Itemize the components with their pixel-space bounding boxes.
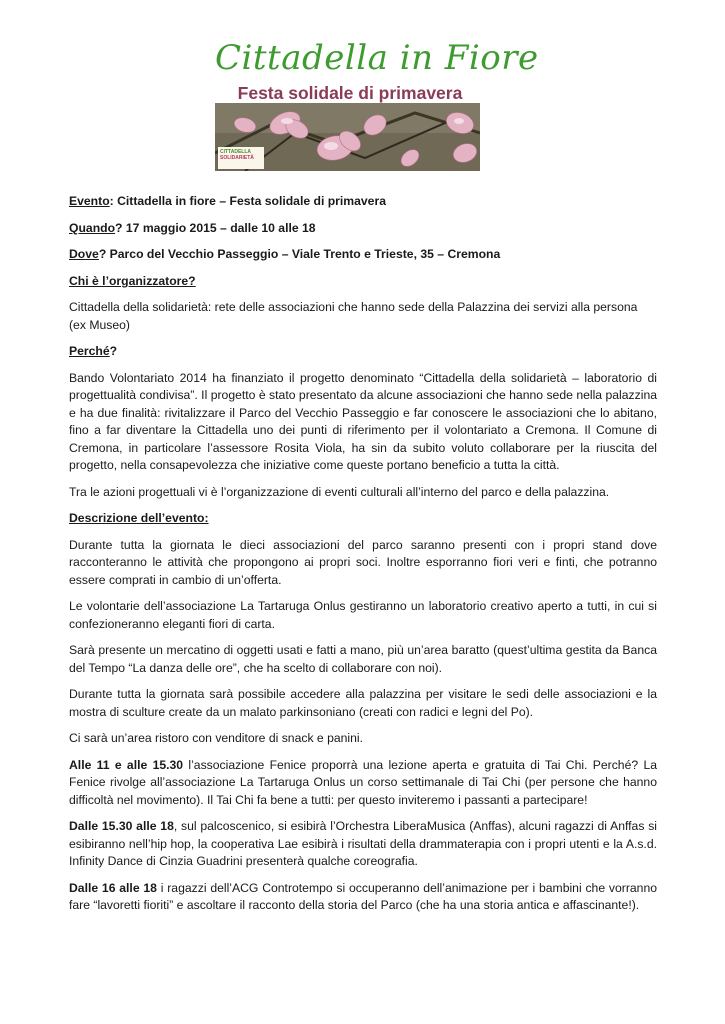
descrizione-p5: Ci sarà un’area ristoro con venditore di snack e panini. — [69, 731, 364, 746]
dove-value: ? Parco del Vecchio Passeggio – Viale Trento e Trieste, 35 – Cremona — [98, 247, 501, 262]
p7-text: , sul palcoscenico, si esibirà l’Orchestra LiberaMusica (Anffas), alcuni ragazzi di Anffas si esibiranno nell’hip hop, la cooperativa Lae esibirà i risultati della drammaterapia con i propri utenti e la A.s.d. Infinity Dance di Cinzia Guadrini presenterà qualche coreografia. — [69, 819, 657, 868]
p6-time: Alle 11 e alle 15.30 — [69, 757, 184, 772]
document-body — [69, 193, 657, 924]
header-subtitle: Festa solidale di primavera — [237, 83, 463, 103]
quando-value: ? 17 maggio 2015 – dalle 10 alle 18 — [115, 220, 316, 235]
p8-text: i ragazzi dell’ACG Controtempo si occuperanno dell’animazione per i bambini che vorranno fare “lavoretti fioriti” e ascoltare il racconto della storia del Parco (che ha una storia antica e affascinante!). — [69, 880, 657, 912]
organizzatore-heading: Chi è l’organizzatore? — [69, 273, 196, 288]
organizzatore-text: Cittadella della solidarietà: rete delle associazioni che hanno sede della Palazzina dei servizi alla persona (ex Museo) — [69, 300, 638, 332]
logo-line-2: SOLIDARIETÀ — [220, 155, 254, 161]
header-title: Cittadella in Fiore — [215, 38, 539, 78]
perche-label: Perché — [69, 344, 110, 359]
descrizione-p1: Durante tutta la giornata le dieci associazioni del parco saranno presenti con i propri stand dove racconteranno le attività che propongono ai propri soci. Inoltre esporranno fiori veri e finti, che potranno essere comprati in cambio di un’offerta. — [69, 537, 657, 587]
descrizione-heading: Descrizione dell’evento: — [69, 511, 209, 526]
azioni-text: Tra le azioni progettuali vi è l’organizzazione di eventi culturali all’interno del parco e della palazzina. — [69, 484, 610, 499]
descrizione-p6 — [69, 757, 657, 809]
logo-line-1: CITTADELLA — [220, 149, 252, 155]
perche-text: Bando Volontariato 2014 ha finanziato il progetto denominato “Cittadella della solidarietà – laboratorio di progettualità condivisa”. Il progetto è stato presentato da alcune associazioni che hanno sede nella palazzina e ha due finalità: rivitalizzare il Parco del Vecchio Passeggio e far conoscere le associazioni che lo abitano, fino a far diventare la Cittadella uno dei punti di riferimento per il volontariato a Cremona. Il Comune di Cremona, in particolare l’assessore Rosita Viola, ha sin da subito voluto collaborare per la riuscita del progetto, nella consapevolezza che iniziative come queste portano beneficio a tutta la città. — [69, 370, 657, 472]
descrizione-p3: Sarà presente un mercatino di oggetti usati e fatti a mano, più un’area baratto (quest’ultima gestita da Banca del Tempo “La danza delle ore”, che ha scelto di collaborare con noi). — [69, 643, 657, 675]
evento-value: : Cittadella in fiore – Festa solidale di primavera — [109, 194, 386, 208]
evento-line — [69, 193, 657, 210]
descrizione-p2: Le volontarie dell’associazione La Tartaruga Onlus gestiranno un laboratorio creativo aperto a tutti, in cui si confezioneranno eleganti fiori di carta. — [69, 599, 657, 631]
cittadella-logo — [218, 147, 264, 169]
magnolia-photo — [215, 103, 480, 171]
p7-time: Dalle 15.30 alle 18 — [69, 819, 174, 834]
descrizione-p7 — [69, 818, 657, 870]
dove-line — [69, 246, 657, 263]
p6-text: l’associazione Fenice proporrà una lezione aperta e gratuita di Tai Chi. Perché? La Fenice rivolge all’associazione La Tartaruga Onlus un corso settimanale di Tai Chi (per persone che hanno difficoltà nel movimento). Il Tai Chi fa bene a tutti: per questo inviteremo i passanti a partecipare! — [69, 757, 657, 807]
p8-time: Dalle 16 alle 18 — [69, 880, 157, 895]
evento-label: Evento — [69, 194, 110, 208]
quando-label: Quando — [69, 220, 116, 235]
perche-heading — [69, 343, 657, 360]
dove-label: Dove — [69, 247, 99, 262]
perche-q: ? — [109, 344, 118, 359]
quando-line — [69, 220, 657, 237]
descrizione-p4: Durante tutta la giornata sarà possibile accedere alla palazzina per visitare le sedi delle associazioni e la mostra di sculture create da un malato parkinsoniano (creati con radici e legni del Po). — [69, 687, 657, 719]
descrizione-p8 — [69, 880, 657, 915]
